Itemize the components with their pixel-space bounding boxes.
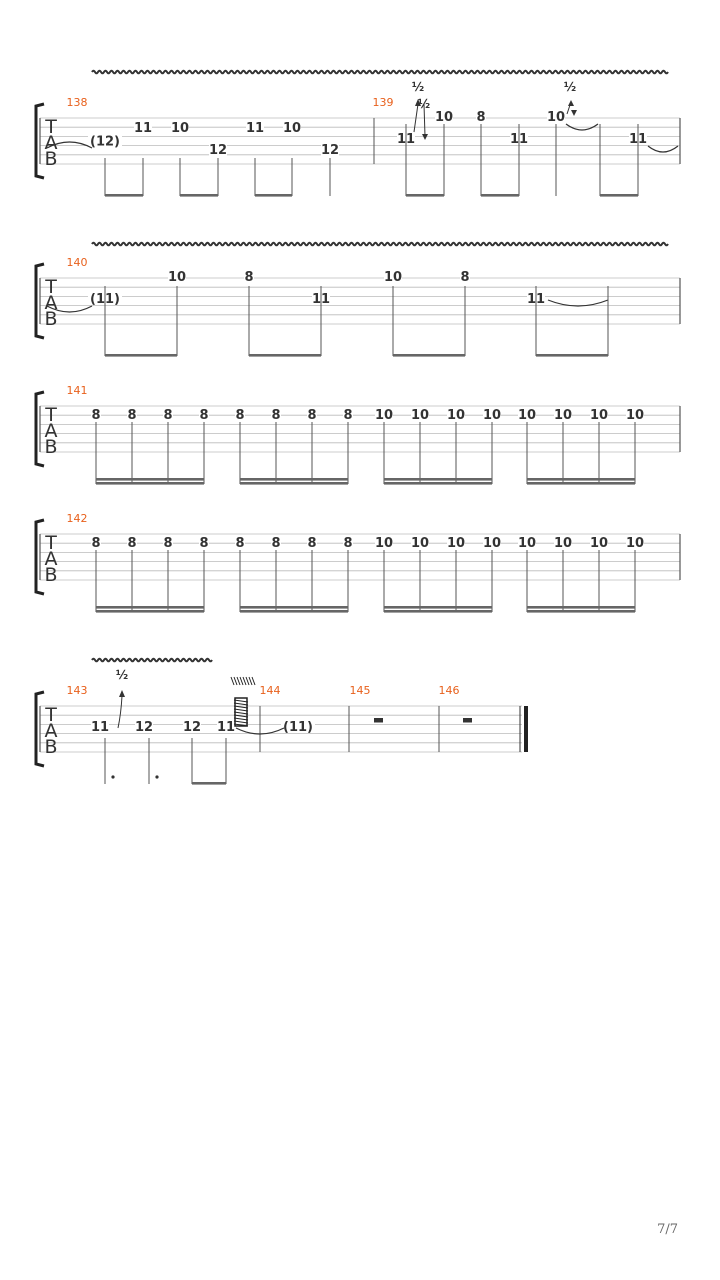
beam bbox=[96, 606, 204, 609]
tie bbox=[548, 300, 608, 306]
fret-number: 11 bbox=[526, 292, 546, 307]
fret-number: 8 bbox=[91, 536, 101, 551]
final-thick-barline bbox=[524, 706, 528, 752]
fret-number: 10 bbox=[434, 110, 454, 125]
system-5-tab-letter-t: T bbox=[45, 704, 57, 726]
fret-number: 8 bbox=[307, 536, 317, 551]
beam bbox=[255, 194, 292, 197]
system-3-tab-letter-a: A bbox=[44, 420, 58, 442]
measure-number: 142 bbox=[66, 512, 88, 525]
beam bbox=[384, 482, 492, 485]
trill-mark bbox=[252, 677, 255, 685]
fret-number: 10 bbox=[553, 536, 573, 551]
trill-mark bbox=[237, 677, 240, 685]
fret-number: 8 bbox=[91, 408, 101, 423]
measure-number: 143 bbox=[66, 684, 88, 697]
fret-number: 8 bbox=[476, 110, 486, 125]
fret-number: 12 bbox=[208, 143, 228, 158]
system-5-tab-letter-a: A bbox=[44, 720, 58, 742]
fret-number: 10 bbox=[517, 408, 537, 423]
system-3-tab-letter-t: T bbox=[45, 404, 57, 426]
fret-number: 11 bbox=[216, 720, 236, 735]
trill-mark bbox=[249, 677, 252, 685]
fret-number: 8 bbox=[199, 408, 209, 423]
tremolo-hatch bbox=[234, 709, 248, 711]
trill-mark bbox=[240, 677, 243, 685]
bend-amount: ½ bbox=[417, 97, 431, 111]
beam bbox=[393, 354, 465, 357]
bend-arrow bbox=[568, 100, 574, 106]
trill-mark bbox=[246, 677, 249, 685]
tremolo-hatch bbox=[234, 718, 248, 720]
fret-number: (12) bbox=[90, 134, 120, 150]
beam bbox=[527, 606, 635, 609]
beam bbox=[384, 610, 492, 613]
fret-number: 10 bbox=[589, 408, 609, 423]
beam bbox=[180, 194, 218, 197]
fret-number: 12 bbox=[134, 720, 154, 735]
system-2-tab-letter-a: A bbox=[44, 292, 58, 314]
fret-number: 8 bbox=[199, 536, 209, 551]
system-4-tab-letter-t: T bbox=[45, 532, 57, 554]
system-4-tab-letter-b: B bbox=[44, 564, 58, 586]
fret-number: 11 bbox=[90, 720, 110, 735]
fret-number: 11 bbox=[311, 292, 331, 307]
system-4-tab-letter-a: A bbox=[44, 548, 58, 570]
fret-number: 8 bbox=[343, 408, 353, 423]
bend-amount: ½ bbox=[115, 668, 129, 682]
beam bbox=[96, 482, 204, 485]
tie bbox=[648, 146, 678, 152]
fret-number: 10 bbox=[482, 536, 502, 551]
beam bbox=[600, 194, 638, 197]
whole-rest bbox=[374, 718, 383, 723]
beam bbox=[527, 478, 635, 481]
fret-number: 8 bbox=[307, 408, 317, 423]
tremolo-hatch bbox=[234, 700, 248, 702]
beam bbox=[384, 606, 492, 609]
beam bbox=[406, 194, 444, 197]
fret-number: 10 bbox=[167, 270, 187, 285]
beam bbox=[527, 482, 635, 485]
vibrato-line bbox=[92, 659, 212, 662]
beam bbox=[105, 194, 143, 197]
dot bbox=[111, 775, 114, 778]
beam bbox=[249, 354, 321, 357]
bend-amount: ½ bbox=[563, 80, 577, 94]
tremolo-hatch bbox=[234, 703, 248, 705]
bend-arrow bbox=[119, 690, 125, 697]
fret-number: 8 bbox=[244, 270, 254, 285]
measure-number: 139 bbox=[372, 96, 394, 109]
tremolo-hatch bbox=[234, 721, 248, 723]
fret-number: 10 bbox=[446, 408, 466, 423]
trill-mark bbox=[234, 677, 237, 685]
page-number: 7/7 bbox=[657, 1222, 678, 1237]
fret-number: 8 bbox=[127, 408, 137, 423]
fret-number: 10 bbox=[517, 536, 537, 551]
system-1-tab-letter-a: A bbox=[44, 132, 58, 154]
bend-curve bbox=[118, 696, 122, 728]
measure-number: 138 bbox=[66, 96, 88, 109]
fret-number: 10 bbox=[410, 408, 430, 423]
tremolo-hatch bbox=[234, 712, 248, 714]
fret-number: 10 bbox=[589, 536, 609, 551]
release-arrow bbox=[422, 134, 428, 140]
trill-mark bbox=[231, 677, 234, 685]
fret-number: 10 bbox=[410, 536, 430, 551]
measure-number: 146 bbox=[438, 684, 460, 697]
fret-number: 12 bbox=[320, 143, 340, 158]
fret-number: 8 bbox=[271, 536, 281, 551]
system-1-tab-letter-b: B bbox=[44, 148, 58, 170]
fret-number: (11) bbox=[283, 720, 313, 735]
fret-number: 12 bbox=[182, 720, 202, 735]
dot bbox=[155, 775, 158, 778]
fret-number: 10 bbox=[625, 408, 645, 423]
fret-number: (11) bbox=[90, 292, 120, 307]
measure-number: 141 bbox=[66, 384, 88, 397]
system-1-tab-letter-t: T bbox=[45, 116, 57, 138]
fret-number: 11 bbox=[509, 132, 529, 147]
fret-number: 10 bbox=[374, 408, 394, 423]
release-arrow bbox=[571, 110, 577, 116]
fret-number: 8 bbox=[235, 536, 245, 551]
beam bbox=[105, 354, 177, 357]
fret-number: 11 bbox=[133, 121, 153, 136]
fret-number: 10 bbox=[625, 536, 645, 551]
fret-number: 11 bbox=[628, 132, 648, 147]
bend-amount: ½ bbox=[411, 80, 425, 94]
fret-number: 8 bbox=[460, 270, 470, 285]
beam bbox=[240, 482, 348, 485]
fret-number: 10 bbox=[446, 536, 466, 551]
beam bbox=[240, 478, 348, 481]
fret-number: 10 bbox=[374, 536, 394, 551]
beam bbox=[384, 478, 492, 481]
fret-number: 8 bbox=[343, 536, 353, 551]
system-2-tab-letter-t: T bbox=[45, 276, 57, 298]
measure-number: 144 bbox=[259, 684, 281, 697]
beam bbox=[240, 606, 348, 609]
fret-number: 11 bbox=[245, 121, 265, 136]
fret-number: 10 bbox=[383, 270, 403, 285]
fret-number: 8 bbox=[127, 536, 137, 551]
fret-number: 8 bbox=[271, 408, 281, 423]
measure-number: 145 bbox=[349, 684, 371, 697]
beam bbox=[527, 610, 635, 613]
fret-number: 10 bbox=[482, 408, 502, 423]
fret-number: 10 bbox=[282, 121, 302, 136]
system-3-tab-letter-b: B bbox=[44, 436, 58, 458]
vibrato-line bbox=[92, 71, 668, 74]
measure-number: 140 bbox=[66, 256, 88, 269]
fret-number: 8 bbox=[163, 408, 173, 423]
fret-number: 8 bbox=[235, 408, 245, 423]
beam bbox=[536, 354, 608, 357]
beam bbox=[96, 610, 204, 613]
fret-number: 10 bbox=[553, 408, 573, 423]
beam bbox=[481, 194, 519, 197]
system-2-tab-letter-b: B bbox=[44, 308, 58, 330]
beam bbox=[192, 782, 226, 785]
beam bbox=[240, 610, 348, 613]
fret-number: 10 bbox=[546, 110, 566, 125]
fret-number: 8 bbox=[163, 536, 173, 551]
trill-mark bbox=[243, 677, 246, 685]
vibrato-line bbox=[92, 243, 668, 246]
whole-rest bbox=[463, 718, 472, 723]
system-5-tab-letter-b: B bbox=[44, 736, 58, 758]
beam bbox=[96, 478, 204, 481]
fret-number: 11 bbox=[396, 132, 416, 147]
fret-number: 10 bbox=[170, 121, 190, 136]
